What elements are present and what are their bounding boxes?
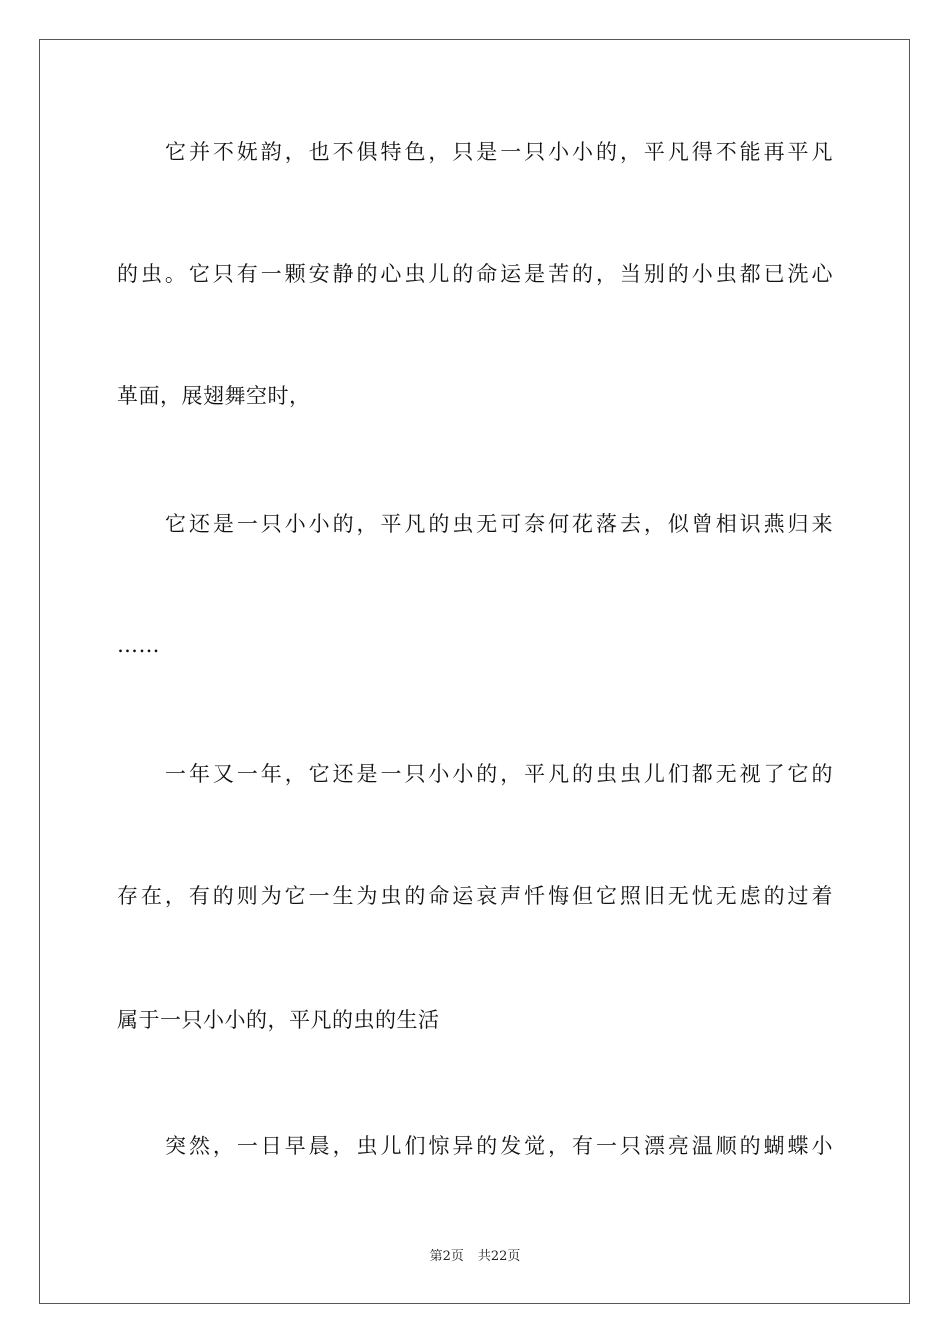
paragraph-3-line-3: 属于一只小小的，平凡的虫的生活 (117, 1008, 440, 1032)
paragraph-2-line-1: 它还是一只小小的，平凡的虫无可奈何花落去，似曾相识燕归来 (165, 512, 833, 536)
page-border (39, 39, 910, 1304)
page-number: 第2页 (429, 1249, 464, 1264)
paragraph-4-line-1: 突然，一日早晨，虫儿们惊异的发觉，有一只漂亮温顺的蝴蝶小 (165, 1134, 833, 1158)
paragraph-1-line-3: 革面，展翅舞空时， (117, 384, 311, 408)
paragraph-3-line-1: 一年又一年，它还是一只小小的，平凡的虫虫儿们都无视了它的 (165, 762, 833, 786)
paragraph-2-line-2: …… (117, 633, 160, 657)
paragraph-1-line-2: 的虫。它只有一颗安静的心虫儿的命运是苦的，当别的小虫都已洗心 (117, 262, 833, 286)
page-footer (0, 1248, 950, 1266)
paragraph-3-line-2: 存在，有的则为它一生为虫的命运哀声忏悔但它照旧无忧无虑的过着 (117, 884, 833, 908)
page-total: 共22页 (477, 1249, 521, 1264)
paragraph-1-line-1: 它并不妩韵，也不俱特色，只是一只小小的，平凡得不能再平凡 (165, 140, 833, 164)
